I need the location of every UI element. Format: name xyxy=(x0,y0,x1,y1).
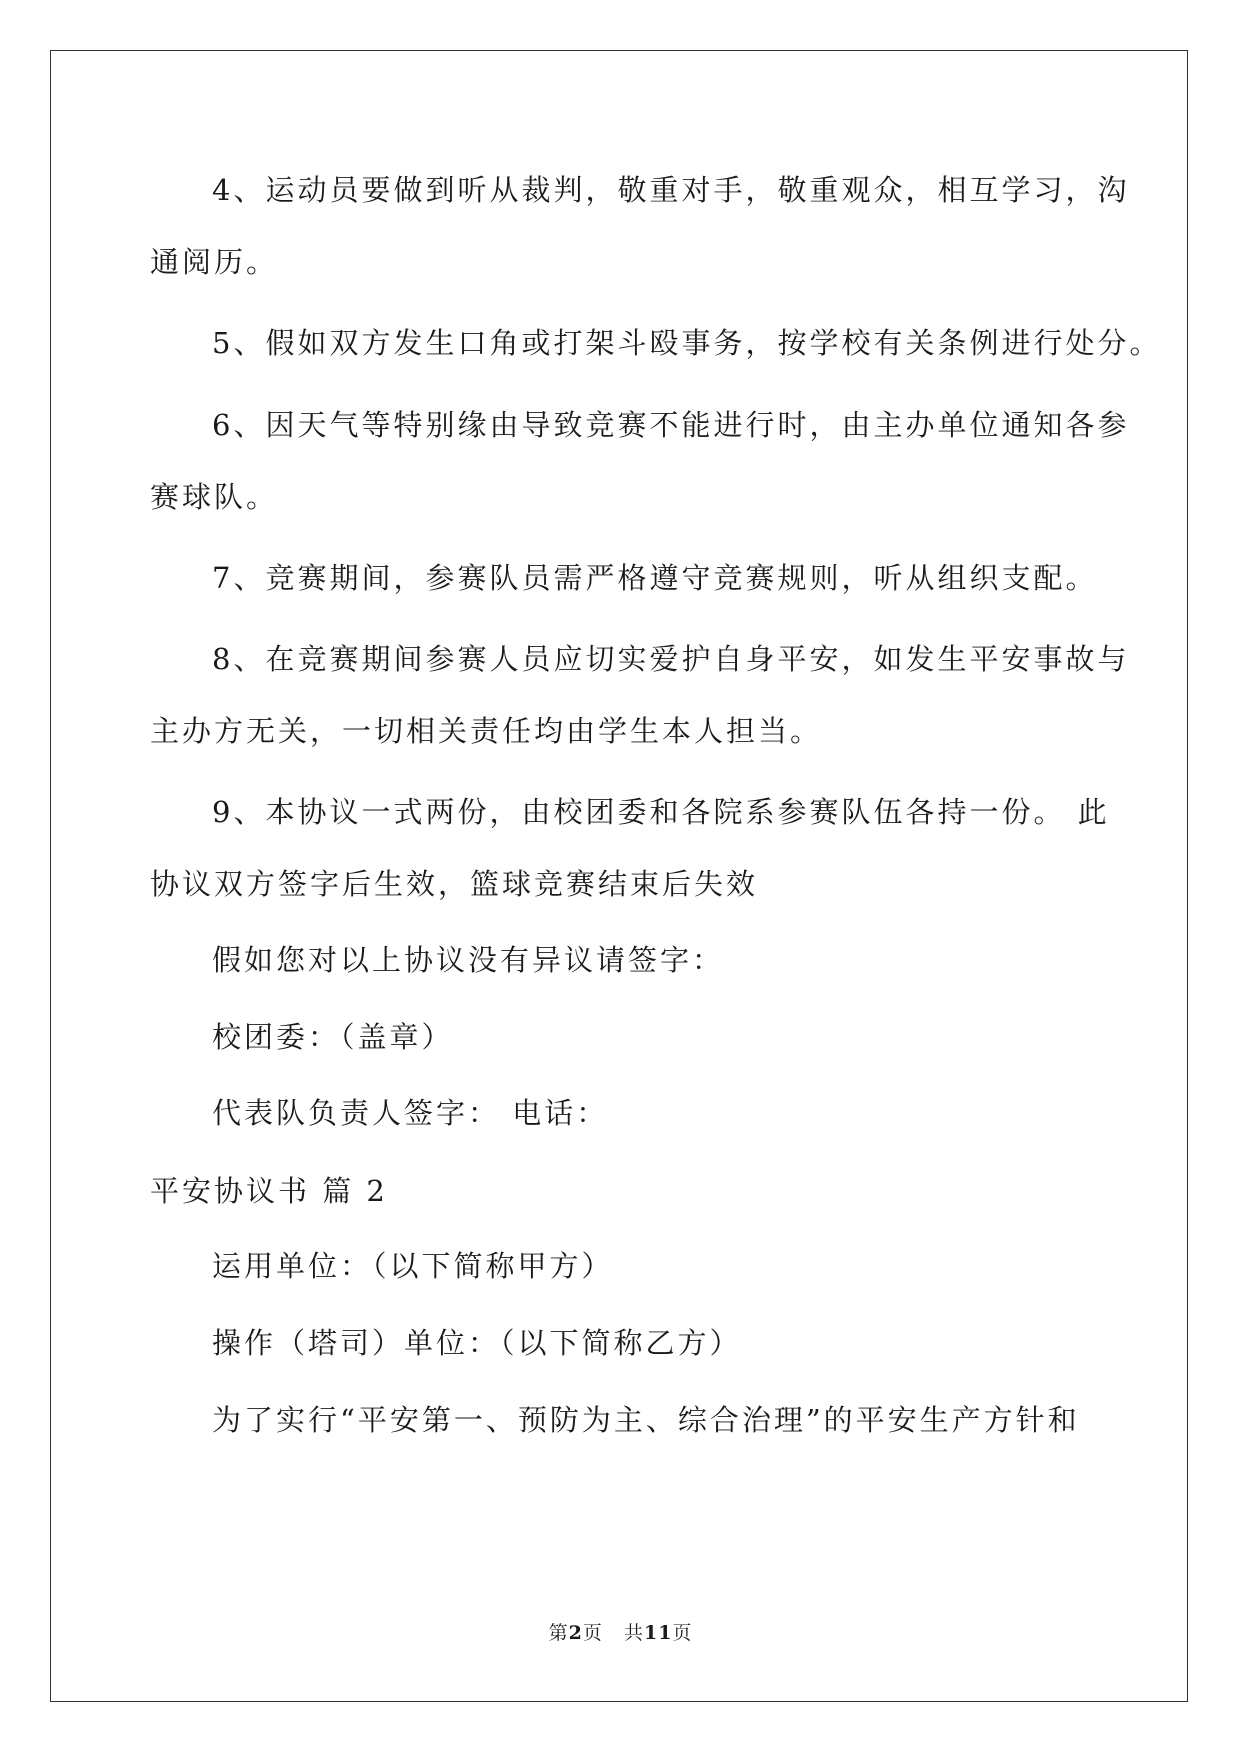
paragraph-6-line-1: 6、因天气等特别缘由导致竞赛不能进行时，由主办单位通知各参 xyxy=(212,408,1130,442)
footer-total-prefix: 共 xyxy=(623,1622,644,1644)
paragraph-7: 7、竞赛期间，参赛队员需严格遵守竞赛规则，听从组织支配。 xyxy=(212,561,1098,595)
paragraph-8-line-1: 8、在竞赛期间参赛人员应切实爱护自身平安，如发生平安事故与 xyxy=(212,642,1130,676)
paragraph-6-line-2: 赛球队。 xyxy=(150,480,279,514)
paragraph-4-line-2: 通阅历。 xyxy=(150,245,279,279)
footer-total-pages: 11 xyxy=(643,1622,673,1644)
page-footer xyxy=(0,1620,1241,1646)
footer-page-suffix: 页 xyxy=(582,1622,603,1644)
party-b-line: 操作（塔司）单位：（以下简称乙方） xyxy=(212,1326,742,1360)
paragraph-4-line-1: 4、运动员要做到听从裁判，敬重对手，敬重观众，相互学习，沟 xyxy=(212,173,1130,207)
paragraph-8-line-2: 主办方无关，一切相关责任均由学生本人担当。 xyxy=(150,714,823,748)
signature-prompt: 假如您对以上协议没有异议请签字： xyxy=(212,943,725,977)
school-committee-seal-line: 校团委：（盖章） xyxy=(212,1020,454,1054)
footer-page-number: 2 xyxy=(568,1622,583,1644)
policy-intro-line: 为了实行“平安第一、预防为主、综合治理”的平安生产方针和 xyxy=(212,1403,1080,1437)
footer-page-prefix: 第 xyxy=(548,1622,569,1644)
section-heading: 平安协议书 篇 2 xyxy=(150,1174,388,1208)
paragraph-9-line-2: 协议双方签字后生效，篮球竞赛结束后失效 xyxy=(150,867,759,901)
footer-total-suffix: 页 xyxy=(672,1622,693,1644)
party-a-line: 运用单位：（以下简称甲方） xyxy=(212,1249,614,1283)
paragraph-9-line-1: 9、本协议一式两份，由校团委和各院系参赛队伍各持一份。 此 xyxy=(212,795,1110,829)
team-leader-signature-line: 代表队负责人签字： 电话： xyxy=(212,1096,609,1130)
paragraph-5: 5、假如双方发生口角或打架斗殴事务，按学校有关条例进行处分。 xyxy=(212,326,1162,360)
